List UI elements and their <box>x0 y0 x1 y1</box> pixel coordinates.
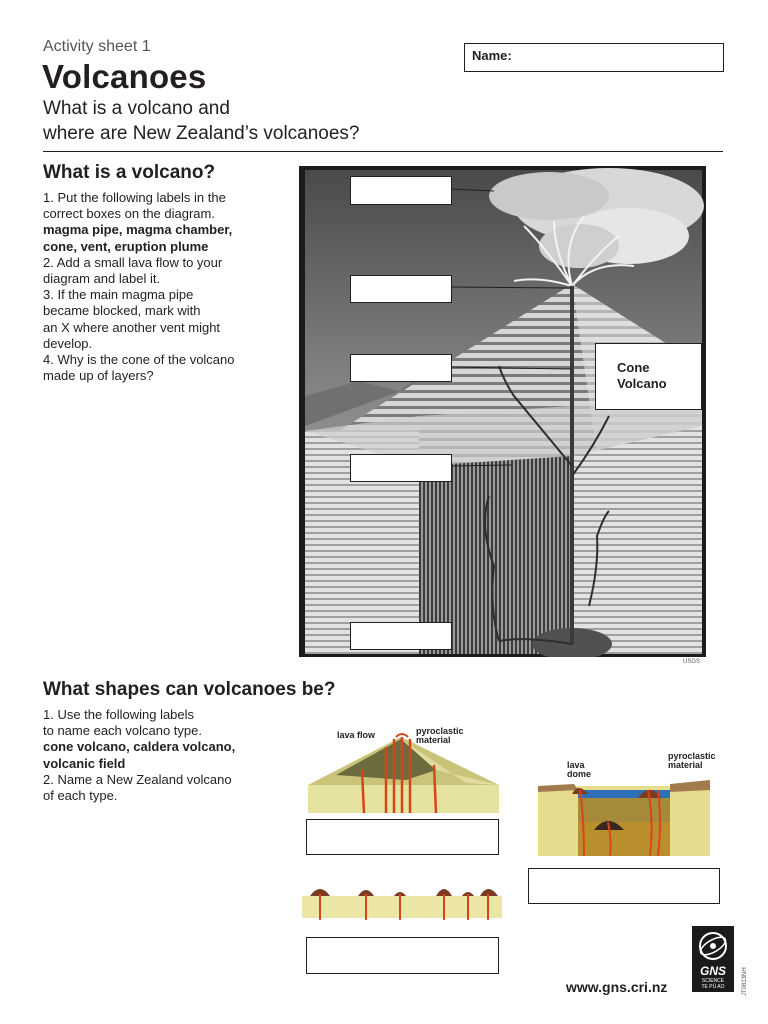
answer-box-field[interactable] <box>306 937 499 974</box>
instruction-line: correct boxes on the diagram. <box>43 206 215 222</box>
gns-logo-subtext: SCIENCE TE PŪ AO <box>701 978 725 990</box>
caldera-volcano-cross-section <box>538 750 718 860</box>
instruction-line: 3. If the main magma pipe <box>43 287 194 303</box>
instruction-line: 2. Name a New Zealand volcano <box>43 771 232 787</box>
instruction-line: 1. Put the following labels in the <box>43 190 226 205</box>
page-subtitle <box>43 96 443 146</box>
instruction-line: 1. Use the following labels <box>43 707 195 722</box>
answer-box-caldera[interactable] <box>528 868 720 904</box>
caldera-pyroclastic-label: pyroclastic material <box>668 751 716 770</box>
instruction-labels: cone volcano, caldera volcano, <box>43 739 236 755</box>
section-heading-volcano-shapes: What shapes can volcanoes be? <box>43 679 336 700</box>
section2-instructions <box>43 707 235 804</box>
instruction-line: 2. Add a small lava flow to your <box>43 254 223 270</box>
instruction-line: an X where another vent might <box>43 319 221 335</box>
lava-dome-label: lava dome <box>567 760 592 779</box>
instruction-line: diagram and label it. <box>43 271 161 287</box>
cone-label-line-1: Cone <box>617 360 650 375</box>
image-credit: USGS <box>683 659 701 665</box>
instruction-line: of each type. <box>43 788 118 804</box>
cone-volcano-cross-section <box>306 725 501 815</box>
gns-logo <box>692 926 734 992</box>
subtitle-line-2: where are New Zealand’s volcanoes? <box>43 123 360 144</box>
subtitle-line-1: What is a volcano and <box>43 98 230 119</box>
document-code: JT0813NH <box>742 967 748 996</box>
answer-box-cone[interactable] <box>306 819 499 855</box>
gns-logo-text: GNS <box>699 964 726 978</box>
page-title: Volcanoes <box>42 58 207 95</box>
volcanic-field-cross-section <box>302 880 502 930</box>
instruction-line: made up of layers? <box>43 368 154 384</box>
instruction-line: to name each volcano type. <box>43 723 202 739</box>
cone-label-line-2: Volcano <box>617 376 667 391</box>
volcanic-field-illustration <box>302 880 502 930</box>
section-heading-what-is-volcano: What is a volcano? <box>43 162 216 183</box>
instruction-line: 4. Why is the cone of the volcano <box>43 352 235 368</box>
gns-logo-icon <box>692 926 734 966</box>
cone-volcano-label-box <box>595 343 702 410</box>
section1-instructions <box>43 190 235 384</box>
instruction-labels: volcanic field <box>43 755 126 771</box>
activity-sheet-label: Activity sheet 1 <box>43 38 151 55</box>
cone-volcano-illustration <box>306 725 501 815</box>
name-label: Name: <box>472 48 512 63</box>
header-divider <box>43 151 723 152</box>
name-field[interactable] <box>464 43 724 72</box>
instruction-labels: cone, vent, eruption plume <box>43 238 209 254</box>
instruction-line: develop. <box>43 335 93 351</box>
pyroclastic-label: pyroclastic material <box>416 726 464 745</box>
diagram-pointers <box>299 166 706 657</box>
instruction-labels: magma pipe, magma chamber, <box>43 222 233 238</box>
lava-flow-label: lava flow <box>337 730 376 740</box>
website-link[interactable]: www.gns.cri.nz <box>566 979 668 995</box>
instruction-line: became blocked, mark with <box>43 303 201 319</box>
volcano-diagram <box>299 166 706 657</box>
